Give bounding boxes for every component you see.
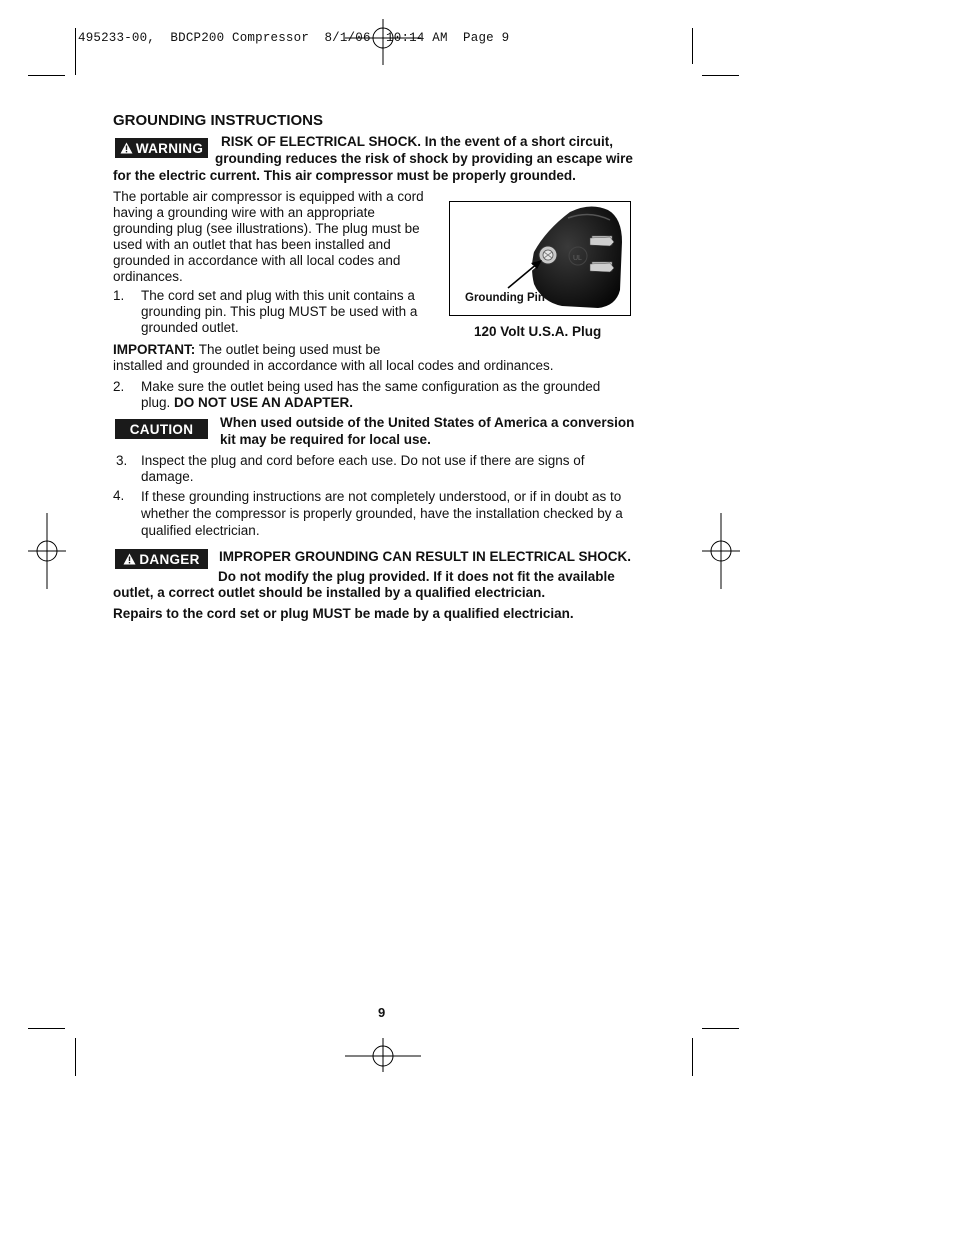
danger-badge-label: DANGER bbox=[139, 551, 200, 567]
print-slug: 495233-00, BDCP200 Compressor 8/1/06 10:14 AM Page 9 bbox=[78, 31, 510, 45]
item-line: plug. bbox=[141, 395, 175, 410]
registration-mark-right bbox=[702, 513, 740, 589]
danger-line-3: outlet, a correct outlet should be installed by a qualified electrician. bbox=[113, 585, 546, 600]
warning-line-2: grounding reduces the risk of shock by providing an escape wire bbox=[215, 151, 633, 166]
no-adapter-text: DO NOT USE AN ADAPTER. bbox=[174, 395, 354, 410]
warning-badge-label: WARNING bbox=[135, 140, 204, 156]
warning-badge bbox=[115, 138, 208, 158]
list-item-4 bbox=[141, 488, 623, 539]
item-line: qualified electrician. bbox=[141, 523, 260, 538]
important-note bbox=[113, 342, 554, 374]
important-text-2: installed and grounded in accordance with all local codes and ordinances. bbox=[113, 358, 554, 373]
crop-mark-bottom-right-h bbox=[702, 1028, 739, 1029]
intro-line: having a grounding wire with an appropriate bbox=[113, 205, 375, 220]
crop-mark-top-right-v bbox=[692, 28, 693, 64]
crop-mark-bottom-left-v bbox=[75, 1038, 76, 1076]
crop-mark-top-left-h bbox=[28, 75, 65, 76]
item-line: whether the compressor is properly grounded, have the installation checked by a bbox=[141, 506, 623, 521]
caution-line-1: When used outside of the United States of America a conversion bbox=[220, 415, 635, 430]
figure-caption: 120 Volt U.S.A. Plug bbox=[474, 324, 602, 339]
intro-line: grounding plug (see illustrations). The plug must be bbox=[113, 221, 420, 236]
warning-line-1: RISK OF ELECTRICAL SHOCK. In the event of a short circuit, bbox=[221, 134, 614, 149]
danger-line-1: IMPROPER GROUNDING CAN RESULT IN ELECTRICAL SHOCK. bbox=[219, 549, 632, 564]
item-number: 4. bbox=[113, 488, 125, 503]
item-line: grounding pin. This plug MUST be used with a bbox=[141, 304, 418, 319]
grounding-pin-label: Grounding Pin bbox=[465, 292, 545, 304]
item-number: 2. bbox=[113, 379, 125, 394]
crop-mark-top-left-v bbox=[75, 28, 76, 75]
item-line: Inspect the plug and cord before each use. Do not use if there are signs of bbox=[141, 453, 585, 468]
svg-text:UL: UL bbox=[573, 255, 582, 262]
registration-mark-top bbox=[345, 19, 421, 65]
intro-line: The portable air compressor is equipped with a cord bbox=[113, 189, 424, 204]
intro-line: ordinances. bbox=[113, 269, 183, 284]
warning-triangle-icon bbox=[120, 142, 133, 154]
item-number: 3. bbox=[116, 453, 128, 468]
item-line: damage. bbox=[141, 469, 194, 484]
intro-line: grounded in accordance with all local codes and bbox=[113, 253, 401, 268]
item-number: 1. bbox=[113, 288, 125, 303]
danger-line-2: Do not modify the plug provided. If it does not fit the available bbox=[218, 569, 615, 584]
important-text-1: The outlet being used must be bbox=[195, 342, 381, 357]
crop-mark-top-right-h bbox=[702, 75, 739, 76]
item-line: The cord set and plug with this unit contains a bbox=[141, 288, 415, 303]
caution-line-2: kit may be required for local use. bbox=[220, 432, 431, 447]
page-number: 9 bbox=[378, 1005, 386, 1020]
item-line: If these grounding instructions are not completely understood, or if in doubt as to bbox=[141, 489, 622, 504]
crop-mark-bottom-left-h bbox=[28, 1028, 65, 1029]
registration-mark-bottom bbox=[345, 1038, 421, 1084]
crop-mark-bottom-right-v bbox=[692, 1038, 693, 1076]
caution-badge bbox=[115, 419, 208, 439]
intro-line: used with an outlet that has been installed and bbox=[113, 237, 391, 252]
section-heading: GROUNDING INSTRUCTIONS bbox=[113, 112, 323, 129]
list-item-1 bbox=[141, 288, 417, 336]
item-line: Make sure the outlet being used has the same configuration as the grounded bbox=[141, 379, 601, 394]
warning-triangle-icon bbox=[123, 553, 136, 565]
list-item-2 bbox=[141, 379, 600, 411]
item-line: grounded outlet. bbox=[141, 320, 239, 335]
intro-paragraph bbox=[113, 189, 443, 285]
registration-mark-left bbox=[28, 513, 66, 589]
important-label: IMPORTANT: bbox=[113, 342, 196, 357]
warning-line-3: for the electric current. This air compressor must be properly grounded. bbox=[113, 168, 576, 183]
caution-badge-label: CAUTION bbox=[129, 421, 194, 437]
danger-line-4: Repairs to the cord set or plug MUST be made by a qualified electrician. bbox=[113, 606, 574, 621]
danger-badge bbox=[115, 549, 208, 569]
list-item-3 bbox=[141, 453, 585, 485]
